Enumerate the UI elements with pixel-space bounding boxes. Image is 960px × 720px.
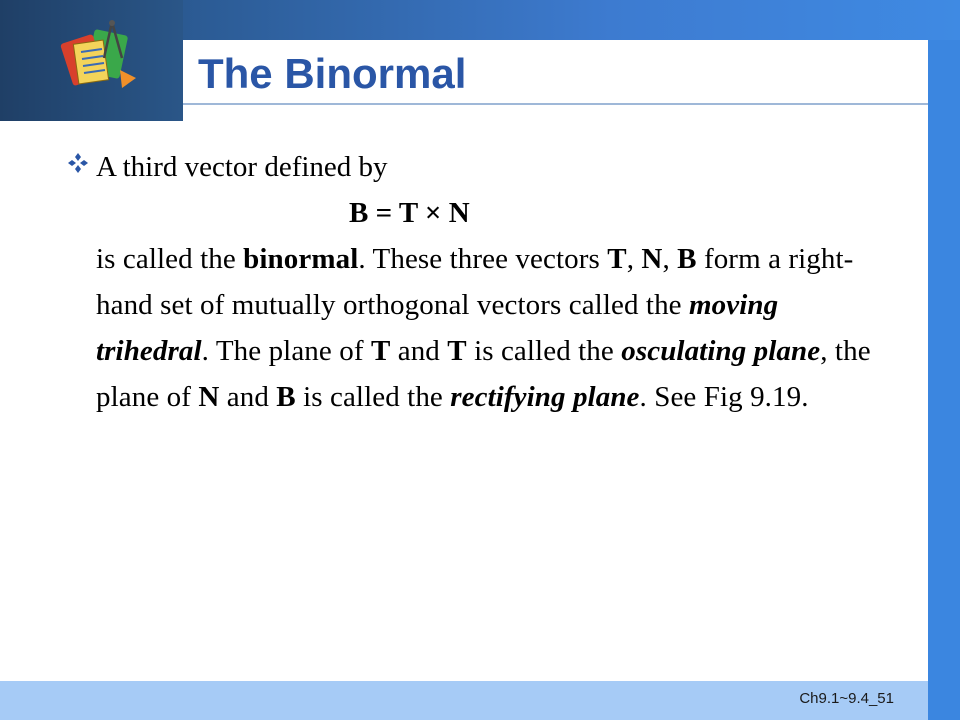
body-paragraph [96, 236, 896, 420]
text-run: is called the [466, 335, 622, 367]
vector-t: T [607, 243, 627, 275]
text-run: . See Fig 9.19. [639, 381, 809, 413]
term-rectifying-plane: rectifying plane [450, 381, 640, 413]
text-run: is called the [295, 381, 451, 413]
title-underline [183, 103, 928, 105]
text-run: and [390, 335, 448, 367]
text-run: and [219, 381, 277, 413]
text-run: form a right-hand set of mutually orthogonal vectors called the [96, 243, 854, 321]
text-run: , the plane of [96, 335, 871, 413]
vector-t: T [370, 335, 391, 367]
vector-b: B [276, 381, 296, 413]
intro-line: A third vector defined by [96, 151, 388, 183]
books-compass-icon [60, 18, 140, 98]
text-run: . These three vectors [358, 243, 608, 275]
term-moving-trihedral: moving trihedral [96, 289, 779, 367]
term-binormal: binormal [243, 243, 359, 275]
vector-t: T [447, 335, 467, 367]
slide-footer: Ch9.1~9.4_51 [799, 690, 894, 707]
slide-title: The Binormal [198, 50, 467, 97]
text-run: , [626, 243, 642, 275]
text-run: . The plane of [201, 335, 371, 367]
vector-b: B [677, 243, 697, 275]
vector-n: N [198, 381, 220, 413]
bottom-band [0, 681, 928, 720]
slide-body [96, 144, 896, 420]
right-strip [928, 40, 960, 720]
vector-n: N [641, 243, 663, 275]
text-run: is called the [96, 243, 244, 275]
text-run: , [662, 243, 678, 275]
diamond-bullet-icon [66, 151, 90, 175]
top-banner [183, 0, 960, 40]
term-osculating-plane: osculating plane [621, 335, 821, 367]
equation: B = T × N [349, 197, 470, 229]
